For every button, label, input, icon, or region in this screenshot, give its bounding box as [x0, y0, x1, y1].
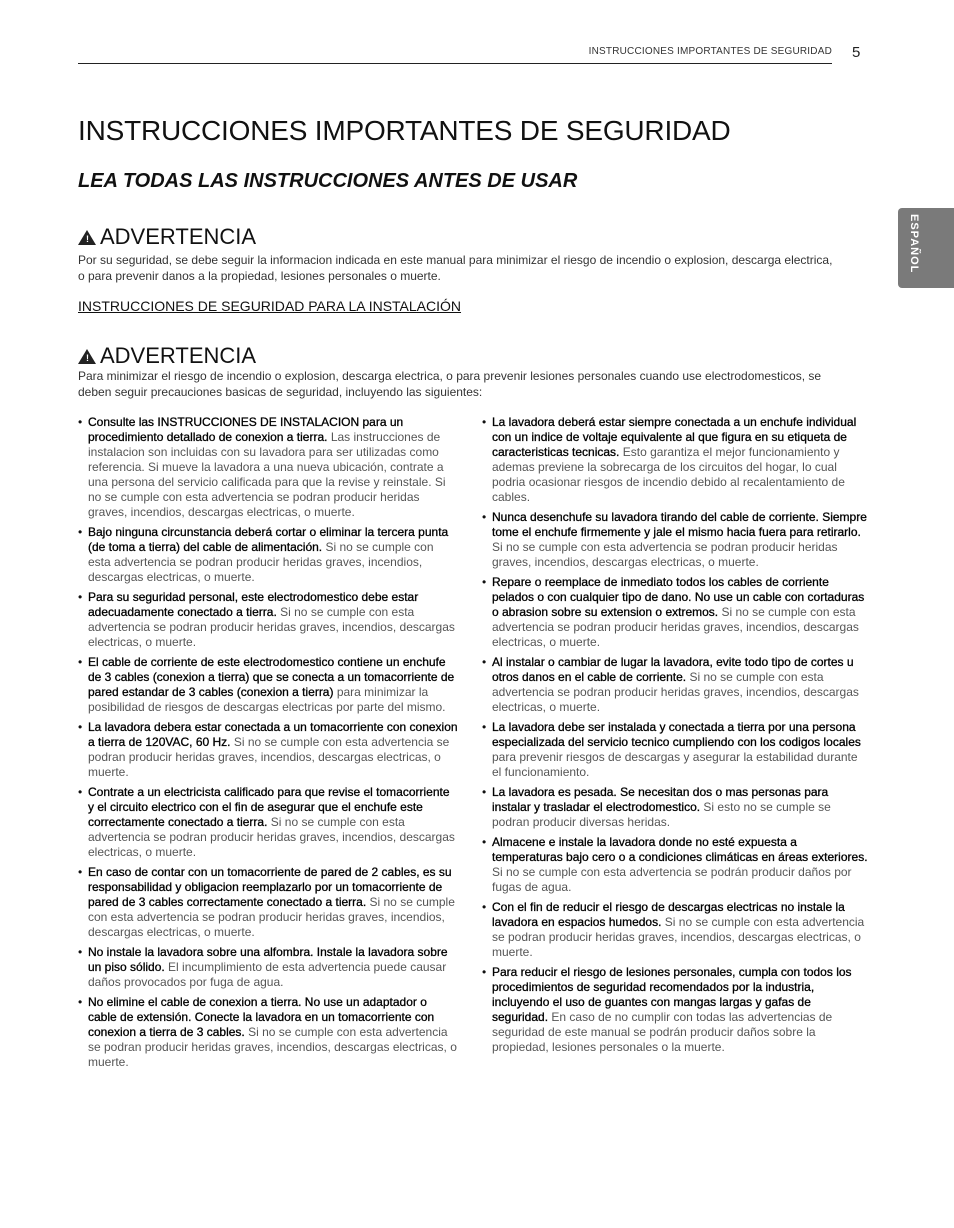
bullet-item: [78, 865, 458, 940]
warning-text-2: Para minimizar el riesgo de incendio o explosion, descarga electrica, o para prevenir lesiones personales cuando use electrodomesticos, se deben seguir precauciones basicas de seguridad, incluyendo las siguientes:: [78, 369, 822, 399]
warning-triangle-icon: !: [78, 230, 96, 245]
bullet-bold-text: Para su seguridad personal, este electrodomestico debe estar adecuadamente conectado a tierra.: [88, 590, 419, 619]
bullet-body-text: Las instrucciones de instalacion son incluidas con su lavadora para ser utilizadas como referencia. Si mueve la lavadora a una nueva ubicación, contrate a una persona del servicio calificada para que la revise y reinstale. Si no se cumple con esta advertencia se podran producir heridas graves, incendios, descargas electricas, o muerte.: [88, 430, 446, 519]
right-bullet-list: [482, 415, 868, 1060]
bullet-body-text: Si no se cumple con esta advertencia se podran producir heridas graves, incendios, descargas electricas, o muerte.: [88, 540, 434, 584]
bullet-bold-text: Consulte las INSTRUCCIONES DE INSTALACION para un procedimiento detallado de conexion a tierra.: [88, 415, 404, 444]
bullet-bold-text: El cable de corriente de este electrodomestico contiene un enchufe de 3 cables (conexion a tierra) que se conecta a un tomacorriente de pared estandar de 3 cables (conexion a tierra): [88, 655, 455, 699]
bullet-item: [78, 720, 458, 780]
bullet-item: [78, 785, 458, 860]
language-tab-label: ESPAÑOL: [908, 214, 920, 274]
bullet-item: [78, 525, 458, 585]
section-heading: INSTRUCCIONES DE SEGURIDAD PARA LA INSTALACIÓN: [78, 298, 462, 314]
page-number: 5: [852, 44, 861, 61]
bullet-bold-text: Al instalar o cambiar de lugar la lavadora, evite todo tipo de cortes u otros danos en el cable de corriente.: [492, 655, 854, 684]
warning-label: ADVERTENCIA: [100, 224, 257, 249]
bullet-body-text: Si no se cumple con esta advertencia se podran producir heridas graves, incendios, descargas electricas, o muerte.: [492, 605, 859, 649]
bullet-body-text: Si no se cumple con esta advertencia se podrán producir daños por fugas de agua.: [492, 865, 852, 894]
bullet-body-text: Si no se cumple con esta advertencia se podran producir heridas graves, incendios, descargas electricas, o muerte.: [88, 1025, 457, 1069]
bullet-item: [482, 965, 868, 1055]
bullet-bold-text: La lavadora es pesada. Se necesitan dos o mas personas para instalar y trasladar el electrodomestico.: [492, 785, 829, 814]
bullet-body-text: El incumplimiento de esta advertencia puede causar daños provocados por fuga de agua.: [88, 960, 447, 989]
bullet-body-text: Si no se cumple con esta advertencia se podran producir heridas graves, incendios, descargas electricas, o muerte.: [492, 670, 859, 714]
bullet-body-text: Si no se cumple con esta advertencia se podran producir heridas graves, incendios, descargas electricas, o muerte.: [88, 735, 450, 779]
bullet-item: [482, 510, 868, 570]
bullet-item: [78, 995, 458, 1070]
bullet-body-text: Si no se cumple con esta advertencia se podran producir heridas graves, incendios, descargas electricas, o muerte.: [88, 605, 455, 649]
bullet-item: [482, 655, 868, 715]
bullet-item: [482, 415, 868, 505]
language-tab: [898, 208, 954, 288]
bullet-item: [482, 785, 868, 830]
bullet-body-text: Si no se cumple con esta advertencia se podran producir heridas graves, incendios, descargas electricas, o muerte.: [88, 895, 455, 939]
bullet-bold-text: No elimine el cable de conexion a tierra. No use un adaptador o cable de extensión. Conecte la lavadora en un tomacorriente con conexion a tierra de 3 cables.: [88, 995, 435, 1039]
bullet-body-text: En caso de no cumplir con todas las advertencias de seguridad de este manual se podrán producir daños sobre la propiedad, lesiones personales o la muerte.: [492, 1010, 833, 1054]
bullet-body-text: para minimizar la posibilidad de riesgos de descargas electricas por parte del mismo.: [88, 685, 446, 714]
bullet-bold-text: Para reducir el riesgo de lesiones personales, cumpla con todos los procedimientos de seguridad recomendados por la industria, incluyendo el uso de guantes con mangas largas y gafas de seguridad.: [492, 965, 852, 1024]
warning-triangle-icon: !: [78, 349, 96, 364]
page-subtitle: LEA TODAS LAS INSTRUCCIONES ANTES DE USAR: [78, 170, 578, 192]
bullet-body-text: Esto garantiza el mejor funcionamiento y ademas previene la sobrecarga de los circuitos del hogar, lo cual podria ocasionar riesgos de incendio debido al recalentamiento de cables.: [492, 445, 845, 504]
bullet-item: [78, 415, 458, 520]
page-title: INSTRUCCIONES IMPORTANTES DE SEGURIDAD: [78, 115, 731, 146]
running-title: INSTRUCCIONES IMPORTANTES DE SEGURIDAD: [588, 46, 832, 57]
bullet-bold-text: Con el fin de reducir el riesgo de descargas electricas no instale la lavadora en espacios humedos.: [492, 900, 845, 929]
warning-heading-1: [78, 224, 256, 250]
bullet-bold-text: Nunca desenchufe su lavadora tirando del cable de corriente. Siempre tome el enchufe firmemente y jale el mismo hacia fuera para retirarlo.: [492, 510, 867, 539]
bullet-body-text: para prevenir riesgos de descargas y asegurar la estabilidad durante el funcionamiento.: [492, 750, 858, 779]
bullet-bold-text: En caso de contar con un tomacorriente de pared de 2 cables, es su responsabilidad y obligacion reemplazarlo por un tomacorriente de pared de 3 cables correctamente conectado a tierra.: [88, 865, 452, 909]
bullet-item: [482, 575, 868, 650]
bullet-item: [78, 945, 458, 990]
bullet-body-text: Si no se cumple con esta advertencia se podran producir heridas graves, incendios, descargas electricas, o muerte.: [492, 915, 865, 959]
bullet-bold-text: Almacene e instale la lavadora donde no esté expuesta a temperaturas bajo cero o a condiciones climáticas en áreas exteriores.: [492, 835, 868, 864]
bullet-item: [482, 900, 868, 960]
bullet-bold-text: Bajo ninguna circunstancia deberá cortar o eliminar la tercera punta (de toma a tierra) del cable de alimentación.: [88, 525, 449, 554]
warning-label: ADVERTENCIA: [100, 343, 257, 368]
bullet-body-text: Si no se cumple con esta advertencia se podran producir heridas graves, incendios, descargas electricas, o muerte.: [492, 540, 838, 569]
bullet-item: [78, 590, 458, 650]
warning-text-1: Por su seguridad, se debe seguir la informacion indicada en este manual para minimizar el riesgo de incendio o explosion, descarga electrica, o para prevenir danos a la propiedad, lesiones personales o muerte.: [78, 253, 833, 283]
bullet-bold-text: La lavadora deberá estar siempre conectada a un enchufe individual con un indice de voltaje equivalente al que figura en su etiqueta de caracteristicas tecnicas.: [492, 415, 857, 459]
bullet-body-text: Si esto no se cumple se podran producir diversas heridas.: [492, 800, 831, 829]
bullet-item: [482, 720, 868, 780]
bullet-bold-text: Contrate a un electricista calificado para que revise el tomacorriente y el circuito electrico con el fin de asegurar que el enchufe este correctamente conectado a tierra.: [88, 785, 450, 829]
bullet-bold-text: Repare o reemplace de inmediato todos los cables de corriente pelados o con cualquier tipo de dano. No use un cable con cortaduras o abrasion sobre su extension o extremos.: [492, 575, 865, 619]
bullet-item: [78, 655, 458, 715]
running-header: [78, 46, 832, 64]
left-bullet-list: [78, 415, 458, 1075]
bullet-bold-text: No instale la lavadora sobre una alfombra. Instale la lavadora sobre un piso sólido.: [88, 945, 448, 974]
bullet-bold-text: La lavadora debera estar conectada a un tomacorriente con conexion a tierra de 120VAC, 60 Hz.: [88, 720, 458, 749]
bullet-item: [482, 835, 868, 895]
bullet-body-text: Si no se cumple con esta advertencia se podran producir heridas graves, incendios, descargas electricas, o muerte.: [88, 815, 455, 859]
bullet-bold-text: La lavadora debe ser instalada y conectada a tierra por una persona especializada del servicio tecnico cumpliendo con los codigos locales: [492, 720, 861, 749]
warning-heading-2: [78, 343, 256, 369]
